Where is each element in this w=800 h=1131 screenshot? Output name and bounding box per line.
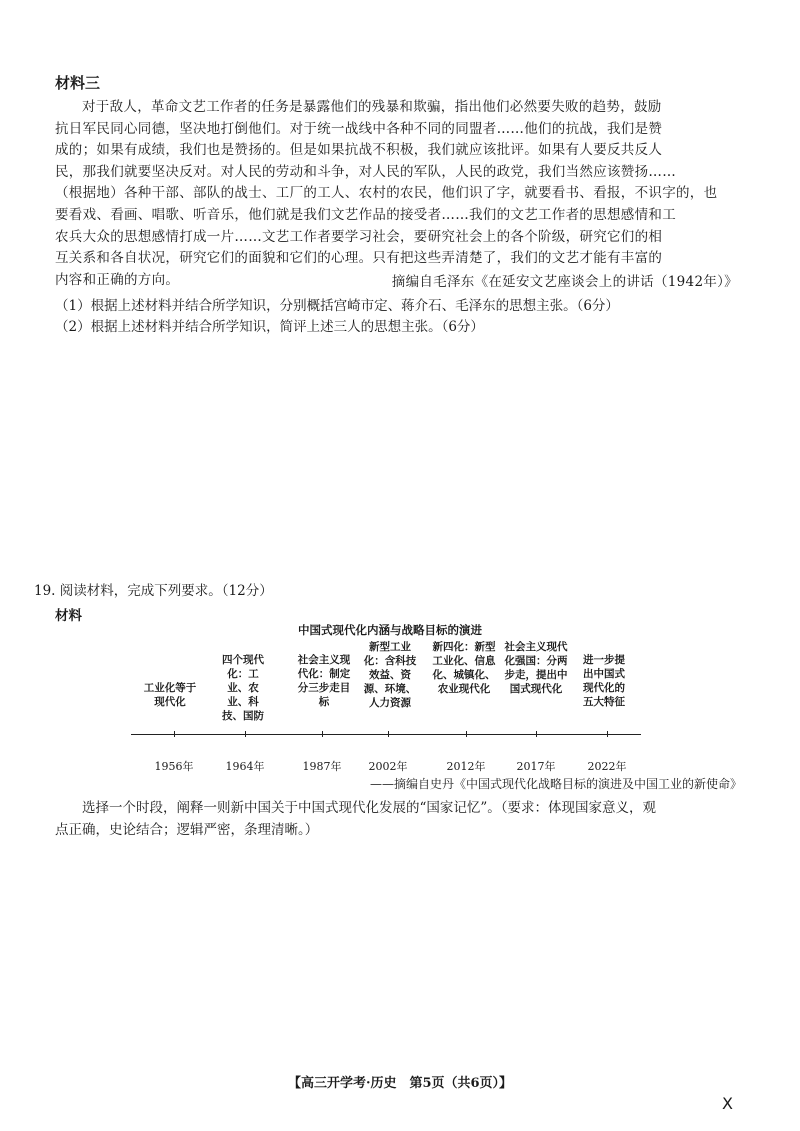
task-line: 点正确，史论结合；逻辑严密，条理清晰。）: [55, 822, 319, 838]
timeline-year: 2012年: [446, 760, 486, 773]
material-line: 抗日军民同心同德，坚决地打倒他们。对于统一战线中各种不同的同盟者……他们的抗战，我们是赞: [55, 120, 663, 137]
timeline-tick: [322, 731, 323, 737]
material-line: 内容和正确的方向。: [55, 271, 180, 288]
timeline-year: 2017年: [516, 760, 556, 773]
timeline-label-2017: 社会主义现代化强国：分两步走，提出中国式现代化: [504, 641, 568, 695]
page-corner-mark: X: [722, 1094, 733, 1113]
material-three-title: 材料三: [55, 74, 101, 92]
material-line: 成的；如果有成绩，我们也是赞扬的。但是如果抗战不积极，我们就应该批评。如果有人要反共反人: [55, 142, 663, 159]
timeline-source: ——摘编自史丹《中国式现代化战略目标的演进及中国工业的新使命》: [369, 777, 742, 791]
question-18-2: （2）根据上述材料并结合所学知识，简评上述三人的思想主张。（6分）: [55, 319, 484, 335]
timeline-label-1987: 社会主义现代化：制定分三步走目标: [297, 654, 351, 708]
timeline-year: 2002年: [368, 760, 408, 773]
timeline-tick: [174, 731, 175, 737]
question-19-task: [55, 797, 755, 841]
timeline-title: 中国式现代化内涵与战略目标的演进: [298, 623, 482, 637]
timeline-year: 2022年: [587, 760, 627, 773]
material-line: （根据地）各种干部、部队的战士、工厂的工人、农村的农民，他们识了字，就要看书、看报，不识字的，也: [55, 185, 718, 202]
question-19-material-label: 材料: [55, 608, 82, 624]
timeline-year: 1987年: [302, 760, 342, 773]
timeline-year: 1956年: [154, 760, 194, 773]
timeline-year: 1964年: [225, 760, 265, 773]
question-18-1: （1）根据上述材料并结合所学知识，分别概括宫崎市定、蒋介石、毛泽东的思想主张。（6分）: [55, 298, 619, 314]
material-three-source: 摘编自毛泽东《在延安文艺座谈会上的讲话（1942年）》: [391, 274, 738, 290]
material-line: 要看戏、看画、唱歌、听音乐，他们就是我们文艺作品的接受者……我们的文艺工作者的思想感情和工: [55, 206, 676, 223]
timeline-label-1956: 工业化等于现代化: [143, 682, 197, 708]
timeline-tick: [536, 731, 537, 737]
timeline-tick: [466, 731, 467, 737]
task-line: 选择一个时段，阐释一则新中国关于中国式现代化发展的“国家记忆”。（要求：体现国家意义，观: [82, 800, 657, 816]
material-line: 民，那我们就要坚决反对。对人民的劳动和斗争，对人民的军队，人民的政党，我们当然应该赞扬……: [55, 163, 676, 180]
material-line: 农兵大众的思想感情打成一片……文艺工作者要学习社会，要研究社会上的各个阶级，研究它们的相: [55, 228, 663, 245]
question-19-title: 19. 阅读材料，完成下列要求。（12分）: [34, 583, 273, 599]
timeline-label-2002: 新型工业化：含科技效益、资源、环境、人力资源: [363, 641, 417, 709]
timeline-tick: [607, 731, 608, 737]
timeline-label-2012: 新四化：新型工业化、信息化、城镇化、农业现代化: [432, 641, 496, 695]
timeline-axis: [131, 734, 641, 735]
material-line: 对于敌人，革命文艺工作者的任务是暴露他们的残暴和欺骗，指出他们必然要失败的趋势，鼓励: [82, 99, 662, 115]
timeline-tick: [245, 731, 246, 737]
timeline-label-2022: 进一步提出中国式现代化的五大特征: [583, 654, 625, 708]
page-footer: 【高三开学考·历史 第5页（共6页）】: [287, 1076, 513, 1091]
material-line: 互关系和各自状况，研究它们的面貌和它们的心理。只有把这些弄清楚了，我们的文艺才能有丰富的: [55, 250, 663, 267]
timeline-label-1964: 四个现代化：工业、农业、科技、国防: [222, 654, 264, 722]
timeline-tick: [388, 731, 389, 737]
